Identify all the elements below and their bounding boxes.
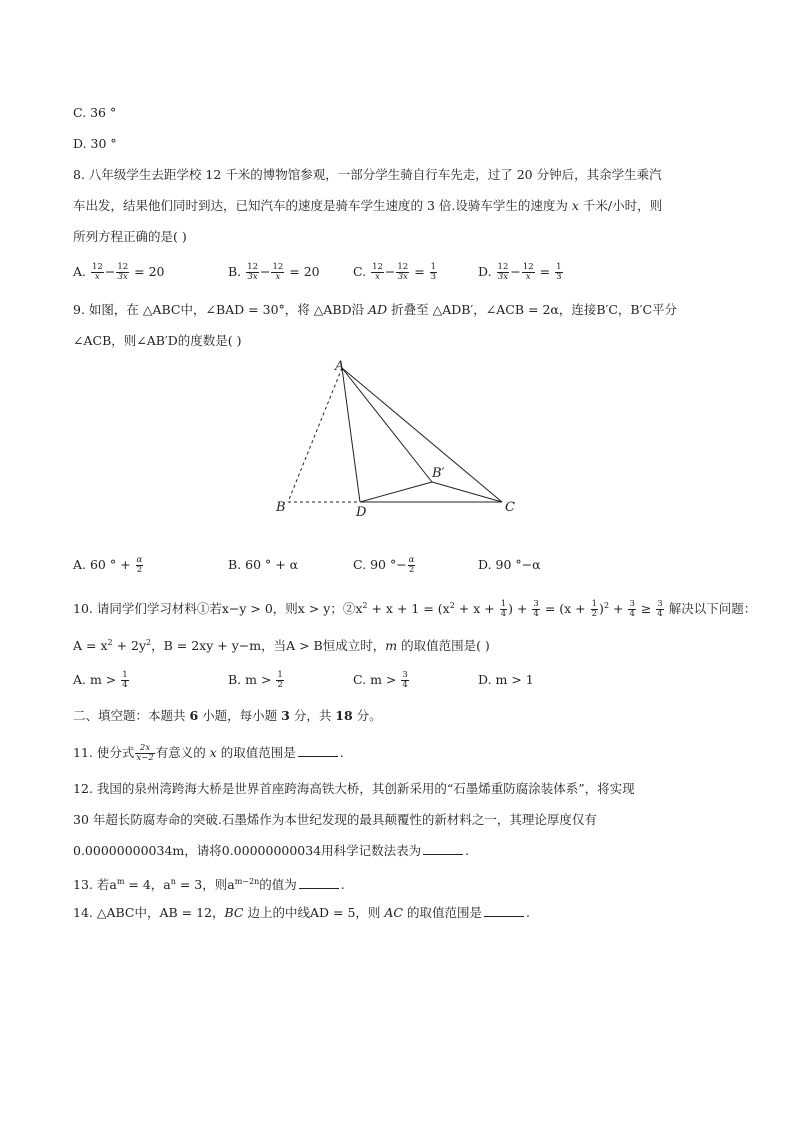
label-a: A <box>335 359 345 374</box>
q8-option-b: B. $\frac{12}{3x}$ − $\frac{12}{x}$ = 20 <box>228 262 320 282</box>
q9-option-b: B. 60 ° + α <box>228 557 299 572</box>
q10-option-c: C. m > $\frac{3}{4}$ <box>353 670 408 690</box>
q8-option-d: D. $\frac{12}{3x}$ − $\frac{12}{x}$ = $\frac{1}{3}$ <box>478 262 562 282</box>
q12-answer-blank <box>423 842 463 855</box>
q14-answer-blank <box>484 904 524 917</box>
label-d: D <box>356 505 367 520</box>
q10-option-a: A. m > $\frac{1}{4}$ <box>73 670 128 690</box>
q12-text-line2: 30 年超长防腐寿命的突破.石墨烯作为本世纪发现的最具颠覆性的新材料之一，其理论厚度仅有 <box>73 812 597 827</box>
q8-text-line3: 所列方程正确的是( ) <box>73 229 187 244</box>
q14-text: 14. △ABC中，AB = 12，BC 边上的中线AD = 5，则 AC 的取值范围是 . <box>73 905 530 920</box>
q9-option-c: C. 90 °− $\frac{\alpha}{2}$ <box>353 555 415 575</box>
q9-text-line2: ∠ACB，则∠AB′D的度数是( ) <box>73 333 242 348</box>
q10-text-line2: $A = x^2 + 2y^2$，B = 2xy + y−m，当A > B恒成立时，m 的取值范围是( ) <box>73 638 490 654</box>
segment-b-prime-c <box>432 482 502 502</box>
q7-option-c: C. 36 ° <box>73 105 117 120</box>
q11-answer-blank <box>298 744 338 757</box>
q8-option-a: A. $\frac{12}{x}$ − $\frac{12}{3x}$ = 20 <box>73 262 165 282</box>
q8-text-line1: 8. 八年级学生去距学校 12 千米的博物馆参观，一部分学生骑自行车先走，过了 20 分钟后，其余学生乘汽 <box>73 167 662 182</box>
label-c: C <box>505 500 515 515</box>
q9-option-a: A. 60 ° + $\frac{\alpha}{2}$ <box>73 555 143 575</box>
label-b-prime: B′ <box>432 466 445 481</box>
q9-figure <box>270 355 520 520</box>
q9-text-line1: 9. 如图，在 △ABC中，∠BAD = 30°，将 △ABD沿 AD 折叠至 △ADB′，∠ACB = 2α，连接B′C，B′C平分 <box>73 302 678 317</box>
segment-ac <box>342 368 502 502</box>
q8-option-c: C. $\frac{12}{x}$ − $\frac{12}{3x}$ = $\frac{1}{3}$ <box>353 262 437 282</box>
q10-option-b: B. m > $\frac{1}{2}$ <box>228 670 283 690</box>
q10-option-d: D. m > 1 <box>478 672 534 687</box>
q8-text-line2: 车出发，结果他们同时到达，已知汽车的速度是骑车学生速度的 3 倍.设骑车学生的速度为 x 千米/小时，则 <box>73 198 663 213</box>
label-b: B <box>276 500 286 515</box>
q12-text-line1: 12. 我国的泉州湾跨海大桥是世界首座跨海高铁大桥，其创新采用的“石墨烯重防腐涂装体系”，将实现 <box>73 781 635 796</box>
q9-option-d: D. 90 °−α <box>478 557 541 572</box>
q13-answer-blank <box>299 876 339 889</box>
q12-text-line3: 0.00000000034m，请将0.00000000034用科学记数法表为 . <box>73 843 470 858</box>
q13-text: 13. 若$a^m = 4$，$a^n = 3$，则$a^{m-2n}$的值为 . <box>73 877 345 893</box>
section-heading-fill-in: 二、填空题：本题共 6 小题，每小题 3 分，共 18 分。 <box>73 708 382 723</box>
segment-db-prime <box>360 482 432 502</box>
q11-text: 11. 使分式 $\frac{2x}{x-2}$ 有意义的 x 的取值范围是 . <box>73 743 344 763</box>
q10-text-line1: 10. 请同学们学习材料①若x−y > 0，则x > y；$②x^2 + x + 1 = (x^2 + x$ + $\frac{1}{4}$ ) + $\frac{3}{4}$ = (x + $\frac{1}{2}$ )$^2$ + $\frac{3}{4}$ ≥ $\frac{3}{4}$ 解决以下问题： <box>73 599 757 620</box>
fold-line-ab <box>288 368 342 502</box>
q7-option-d: D. 30 ° <box>73 136 117 151</box>
